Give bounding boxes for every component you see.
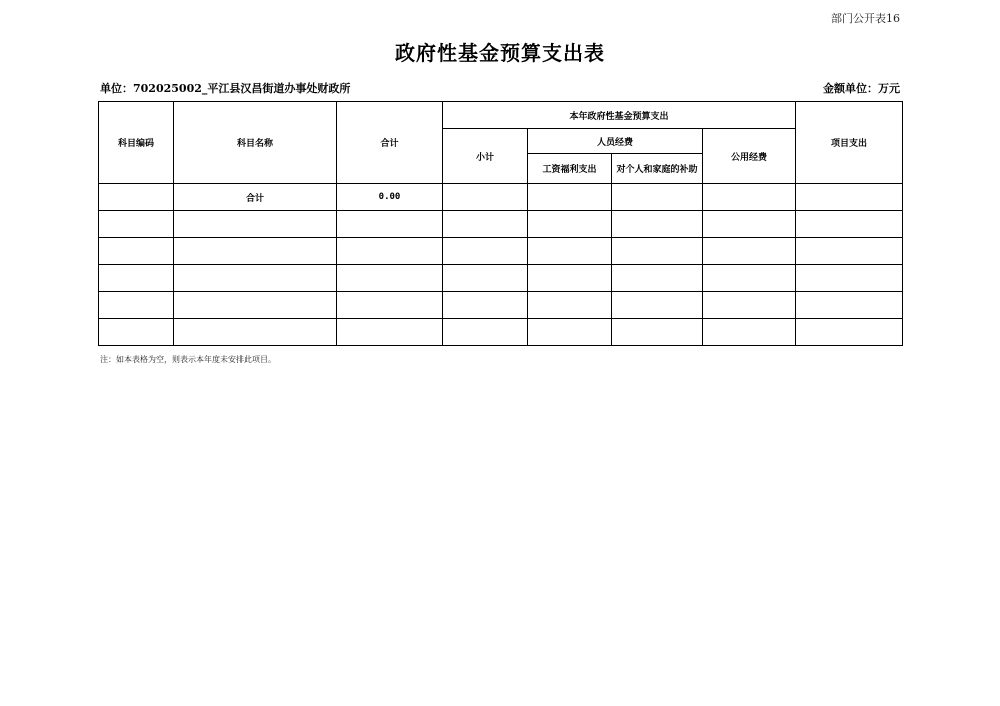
header-family-subsidy: 对个人和家庭的补助	[612, 154, 703, 184]
table-row	[99, 292, 903, 319]
header-subtotal: 小计	[443, 129, 528, 184]
cell-family	[612, 265, 703, 292]
cell-code	[99, 184, 174, 211]
cell-subtotal	[443, 292, 528, 319]
cell-name: 合计	[174, 184, 337, 211]
cell-total	[337, 292, 443, 319]
cell-name	[174, 319, 337, 346]
cell-wage	[528, 319, 612, 346]
cell-total	[337, 211, 443, 238]
cell-public	[703, 319, 796, 346]
table-row	[99, 211, 903, 238]
cell-total	[337, 238, 443, 265]
cell-public	[703, 211, 796, 238]
cell-family	[612, 184, 703, 211]
cell-code	[99, 292, 174, 319]
header-subject-code: 科目编码	[99, 102, 174, 184]
amount-unit: 金额单位：万元	[823, 82, 900, 95]
cell-family	[612, 238, 703, 265]
cell-subtotal	[443, 211, 528, 238]
cell-code	[99, 265, 174, 292]
cell-subtotal	[443, 238, 528, 265]
cell-project	[796, 319, 903, 346]
cell-subtotal	[443, 265, 528, 292]
table-row	[99, 265, 903, 292]
cell-project	[796, 184, 903, 211]
cell-subtotal	[443, 184, 528, 211]
cell-wage	[528, 238, 612, 265]
table-row	[99, 238, 903, 265]
cell-total: 0.00	[337, 184, 443, 211]
header-total: 合计	[337, 102, 443, 184]
cell-project	[796, 211, 903, 238]
header-wage-welfare: 工资福利支出	[528, 154, 612, 184]
header-subject-name: 科目名称	[174, 102, 337, 184]
cell-wage	[528, 211, 612, 238]
cell-project	[796, 265, 903, 292]
cell-name	[174, 265, 337, 292]
cell-name	[174, 238, 337, 265]
header-project: 项目支出	[796, 102, 903, 184]
cell-code	[99, 211, 174, 238]
cell-total	[337, 319, 443, 346]
cell-code	[99, 319, 174, 346]
cell-public	[703, 265, 796, 292]
header-current-year: 本年政府性基金预算支出	[443, 102, 796, 129]
cell-wage	[528, 184, 612, 211]
cell-name	[174, 292, 337, 319]
table-code-label: 部门公开表16	[831, 12, 900, 25]
header-public-funds: 公用经费	[703, 129, 796, 184]
cell-subtotal	[443, 319, 528, 346]
cell-code	[99, 238, 174, 265]
cell-public	[703, 292, 796, 319]
cell-total	[337, 265, 443, 292]
cell-public	[703, 184, 796, 211]
cell-public	[703, 238, 796, 265]
header-personnel: 人员经费	[528, 129, 703, 154]
unit-row	[100, 80, 900, 96]
cell-name	[174, 211, 337, 238]
cell-wage	[528, 292, 612, 319]
cell-family	[612, 292, 703, 319]
unit-name: 单位：702025002_平江县汉昌街道办事处财政所	[100, 82, 351, 95]
cell-wage	[528, 265, 612, 292]
table-row	[99, 184, 903, 211]
cell-family	[612, 319, 703, 346]
table-note: 注：如本表格为空，则表示本年度未安排此项目。	[100, 355, 276, 364]
table-row	[99, 319, 903, 346]
cell-family	[612, 211, 703, 238]
cell-project	[796, 238, 903, 265]
page-title: 政府性基金预算支出表	[395, 41, 605, 65]
budget-table	[98, 101, 903, 346]
cell-project	[796, 292, 903, 319]
